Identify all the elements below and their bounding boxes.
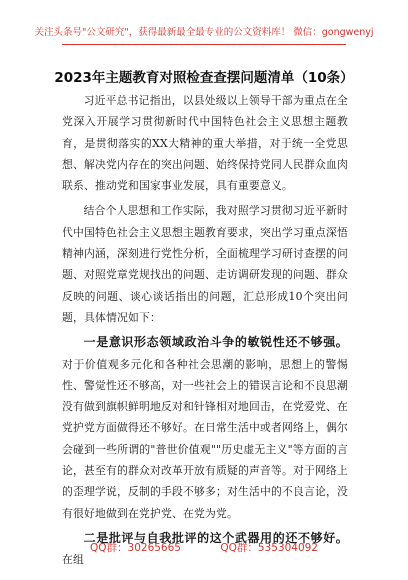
issue-1-text: 对于价值观多元化和各种社会思潮的影响，思想上的警惕性、警觉性还不够高，对一些社会上的错误言论和不良思潮没有做到旗帜鲜明地反对和针锋相对地回击，在党爱党、在党护党方面做得还不够好。在日常生活中或者网络上，偶尔会碰到一些所谓的"普世价值观""历史虚无主义"等方面的言论，甚至有的群众对改革开放有质疑的声音等。对于网络上的歪理学说，反制的手段不够多；对生活中的不良言论，没有很好地做到在党护党、在党为党。 [62,357,348,520]
paragraph-intro: 习近平总书记指出，以县处级以上领导干部为重点在全党深入开展学习贯彻新时代中国特色社会主义思想主题教育，是贯彻落实的XX大精神的重大举措，对于统一全党思想、解决党内存在的突出问题、始终保持党同人民群众血肉联系、推动党和国家事业发展，具有重要意义。 [62,94,348,193]
header-divider [62,44,346,45]
paragraph-issue-1 [62,332,348,524]
document-title: 2023年主题教育对照检查查摆问题清单（10条） [54,70,354,86]
footer-contacts [0,540,408,555]
paragraph-context: 结合个人思想和工作实际，我对照学习贯彻习近平新时代中国特色社会主义思想主题教育要求，突出学习重点深悟精神内涵，深刻进行党性分析，全面梳理学习研讨查摆的问题、对照党章党规找出的问题、走访调研发现的问题、群众反映的问题、谈心谈话指出的问题，汇总形成10个突出问题，具体情况如下： [62,204,348,324]
footer-qq-group-2: QQ群：535304092 [220,542,318,554]
header-promo-text: 关注头条号"公文研究"，获得最新最全最专业的公文资料库！ 微信：gongwenyj [34,27,374,38]
issue-1-heading: 一是意识形态领域政治斗争的敏锐性还不够强。 [83,335,348,350]
issue-2-text: 在组 [62,553,84,567]
footer-qq-group-1: QQ群：30265665 [90,542,181,554]
document-body [62,90,348,575]
issue-2-heading: 二是批评与自我批评的这个武器用的还不够好。 [83,530,348,545]
